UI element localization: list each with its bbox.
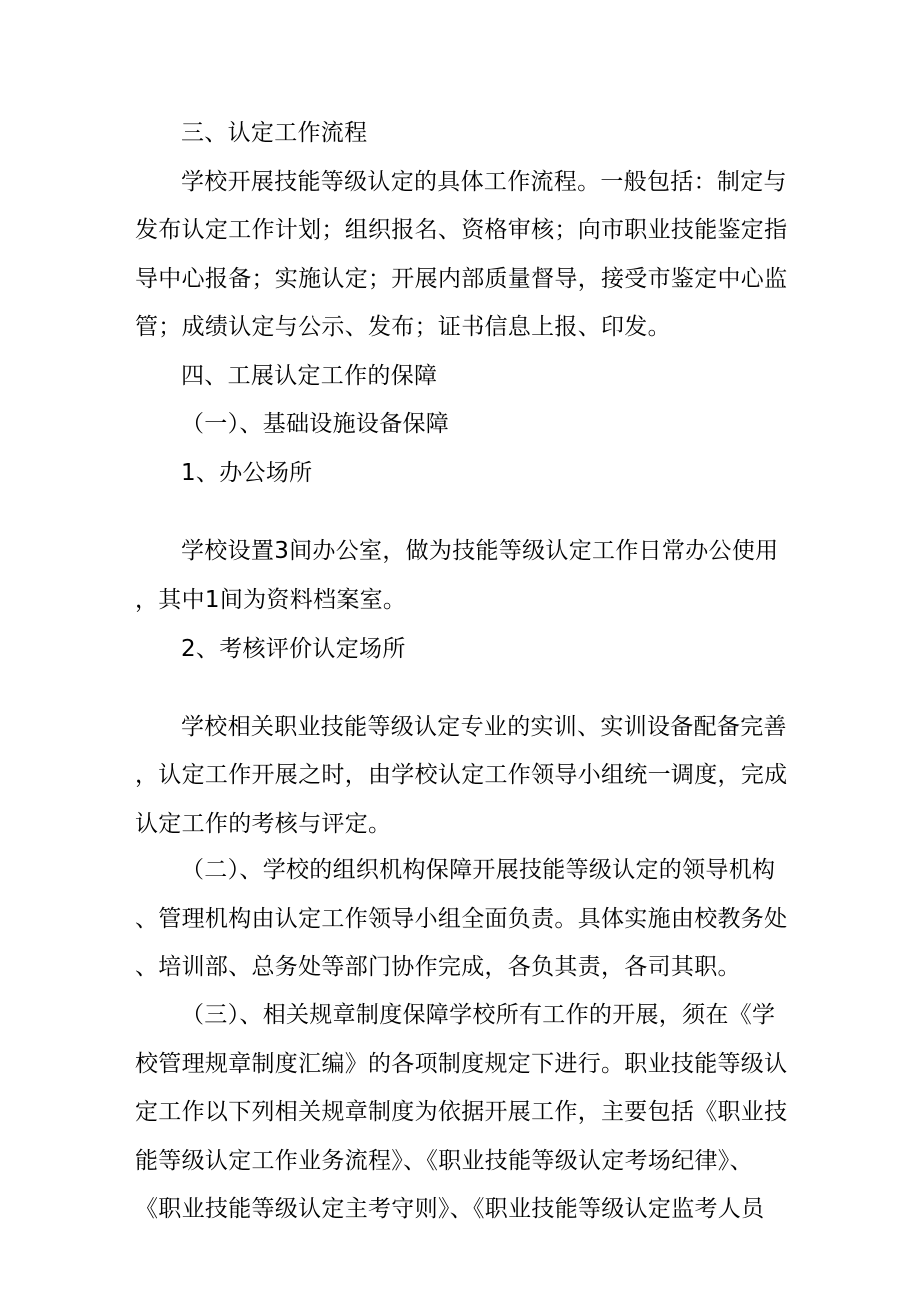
paragraph-line: 、管理机构由认定工作领导小组全面负责。具体实施由校教务处 xyxy=(135,906,788,932)
section-heading-4: 四、工展认定工作的保障 xyxy=(181,363,438,389)
paragraph-line: 定工作以下列相关规章制度为依据开展工作，主要包括《职业技 xyxy=(135,1099,788,1125)
item-heading-assessment-venue: 2、考核评价认定场所 xyxy=(181,636,406,662)
subsection-heading-1: （一）、基础设施设备保障 xyxy=(181,411,450,437)
paragraph-line: 认定工作的考核与评定。 xyxy=(135,811,392,837)
paragraph-line: 、培训部、总务处等部门协作完成，各负其责，各司其职。 xyxy=(135,954,741,980)
section-heading-3: 三、认定工作流程 xyxy=(181,120,368,146)
item-heading-office: 1、办公场所 xyxy=(181,460,313,486)
paragraph-line: 导中心报备；实施认定；开展内部质量督导，接受市鉴定中心监 xyxy=(135,266,788,292)
paragraph-line: 学校开展技能等级认定的具体工作流程。一般包括：制定与 xyxy=(181,169,787,195)
paragraph-line: ，认定工作开展之时，由学校认定工作领导小组统一调度，完成 xyxy=(135,762,788,788)
paragraph-line: 学校设置3间办公室，做为技能等级认定工作日常办公使用 xyxy=(181,538,779,564)
paragraph-line: 发布认定工作计划；组织报名、资格审核；向市职业技能鉴定指 xyxy=(135,217,788,243)
paragraph-line: ，其中1间为资料档案室。 xyxy=(135,587,407,613)
subsection-heading-3: （三）、相关规章制度保障学校所有工作的开展，须在《学 xyxy=(181,1002,776,1028)
paragraph-line: 校管理规章制度汇编》的各项制度规定下进行。职业技能等级认 xyxy=(135,1051,788,1077)
paragraph-line: 管；成绩认定与公示、发布；证书信息上报、印发。 xyxy=(135,314,671,340)
subsection-heading-2: （二）、学校的组织机构保障开展技能等级认定的领导机构 xyxy=(181,857,776,883)
paragraph-line: 《职业技能等级认定主考守则》、《职业技能等级认定监考人员 xyxy=(135,1196,765,1222)
paragraph-line: 学校相关职业技能等级认定专业的实训、实训设备配备完善 xyxy=(181,714,787,740)
paragraph-line: 能等级认定工作业务流程》、《职业技能等级认定考场纪律》、 xyxy=(135,1148,753,1174)
